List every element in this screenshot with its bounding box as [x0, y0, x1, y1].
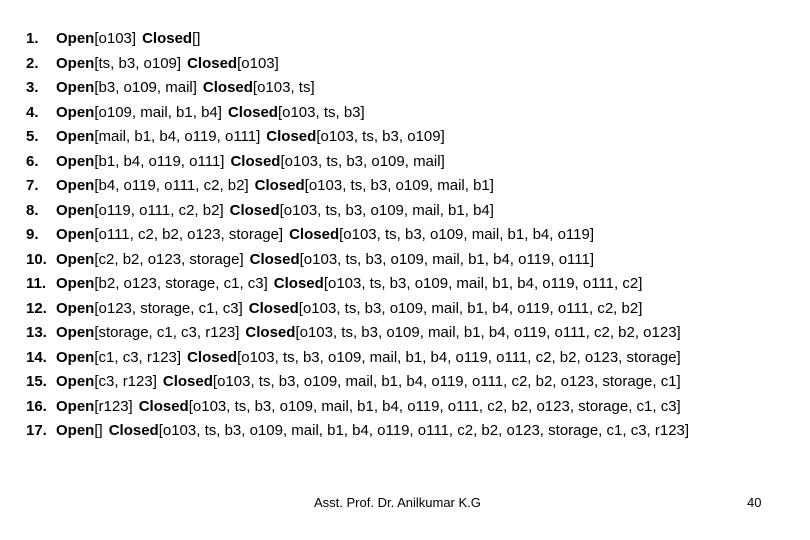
closed-list: [o103, ts, b3, o109, mail, b1, b4] [279, 201, 494, 219]
trace-step [26, 199, 689, 224]
trace-step [26, 248, 689, 273]
trace-step [26, 125, 689, 150]
closed-list: [o103, ts, b3, o109, mail, b1, b4, o119, o111, c2, b2, o123, storage, c1] [212, 373, 681, 390]
closed-keyword: Closed [202, 79, 253, 96]
trace-step [26, 27, 689, 52]
step-number: 16. [26, 397, 47, 415]
trace-step [26, 370, 689, 395]
search-trace-list [26, 27, 689, 444]
closed-keyword: Closed [227, 103, 278, 121]
step-number: 4. [26, 103, 39, 121]
closed-list: [o103, ts, b3, o109, mail, b1, b4, o119, o111] [299, 250, 595, 268]
closed-keyword: Closed [248, 299, 299, 317]
open-keyword: Open [56, 275, 95, 292]
step-number: 1. [26, 30, 39, 47]
step-number: 3. [26, 79, 39, 96]
trace-step [26, 76, 689, 101]
closed-keyword: Closed [142, 30, 193, 47]
open-list: [mail, b1, b4, o119, o111] [94, 128, 261, 145]
closed-keyword: Closed [254, 177, 305, 194]
step-number: 17. [26, 422, 47, 439]
open-list: [b1, b4, o119, o111] [94, 152, 225, 170]
trace-step [26, 223, 689, 248]
open-keyword: Open [56, 30, 95, 47]
closed-list: [o103, ts, b3, o109, mail, b1, b4, o119, o111, c2, b2, o123, storage] [237, 348, 681, 366]
closed-list: [o103, ts, b3, o109, mail, b1, b4, o119, o111, c2, b2, o123, storage, c1, c3] [188, 397, 681, 415]
open-list: [b2, o123, storage, c1, c3] [94, 275, 268, 292]
open-list: [b3, o109, mail] [94, 79, 197, 96]
trace-step [26, 52, 689, 77]
open-list: [c2, b2, o123, storage] [94, 250, 244, 268]
closed-list: [o103, ts, b3, o109, mail, b1, b4, o119, o111, c2] [323, 275, 643, 292]
closed-list: [o103] [237, 54, 279, 72]
open-list: [o103] [94, 30, 137, 47]
open-list: [r123] [94, 397, 133, 415]
closed-keyword: Closed [289, 226, 340, 243]
step-number: 15. [26, 373, 47, 390]
step-number: 11. [26, 275, 47, 292]
step-number: 12. [26, 299, 47, 317]
open-keyword: Open [56, 250, 95, 268]
open-keyword: Open [56, 128, 95, 145]
trace-step [26, 419, 689, 444]
open-list: [o109, mail, b1, b4] [94, 103, 222, 121]
footer-author: Asst. Prof. Dr. Anilkumar K.G [314, 495, 481, 510]
open-list: [ts, b3, o109] [94, 54, 182, 72]
step-number: 8. [26, 201, 39, 219]
closed-list: [o103, ts] [252, 79, 315, 96]
open-keyword: Open [56, 226, 95, 243]
open-keyword: Open [56, 397, 95, 415]
step-number: 9. [26, 226, 39, 243]
open-keyword: Open [56, 348, 95, 366]
closed-keyword: Closed [229, 201, 280, 219]
open-keyword: Open [56, 79, 95, 96]
open-keyword: Open [56, 152, 95, 170]
trace-step [26, 101, 689, 126]
trace-step [26, 346, 689, 371]
open-list: [storage, c1, c3, r123] [94, 324, 240, 341]
closed-list: [o103, ts, b3, o109, mail, b1, b4, o119, o111, c2, b2] [298, 299, 643, 317]
page-number: 40 [747, 495, 762, 510]
closed-keyword: Closed [273, 275, 324, 292]
step-number: 2. [26, 54, 39, 72]
closed-keyword: Closed [245, 324, 296, 341]
open-list: [b4, o119, o111, c2, b2] [94, 177, 249, 194]
trace-step [26, 174, 689, 199]
closed-list: [o103, ts, b3, o109, mail, b1] [304, 177, 494, 194]
step-number: 14. [26, 348, 47, 366]
open-list: [c1, c3, r123] [94, 348, 182, 366]
step-number: 5. [26, 128, 39, 145]
closed-list: [o103, ts, b3, o109, mail, b1, b4, o119, o111, c2, b2, o123] [295, 324, 681, 341]
open-keyword: Open [56, 54, 95, 72]
closed-list: [o103, ts, b3] [277, 103, 365, 121]
open-keyword: Open [56, 299, 95, 317]
trace-step [26, 150, 689, 175]
closed-keyword: Closed [187, 348, 238, 366]
closed-keyword: Closed [108, 422, 159, 439]
open-keyword: Open [56, 422, 95, 439]
closed-list: [o103, ts, b3, o109] [316, 128, 445, 145]
closed-keyword: Closed [138, 397, 189, 415]
open-keyword: Open [56, 373, 95, 390]
open-list: [o119, o111, c2, b2] [94, 201, 224, 219]
trace-step [26, 297, 689, 322]
open-list: [o123, storage, c1, c3] [94, 299, 243, 317]
open-keyword: Open [56, 201, 95, 219]
closed-keyword: Closed [187, 54, 238, 72]
open-list: [] [94, 422, 103, 439]
step-number: 10. [26, 250, 47, 268]
open-keyword: Open [56, 177, 95, 194]
closed-keyword: Closed [249, 250, 300, 268]
closed-list: [o103, ts, b3, o109, mail] [280, 152, 445, 170]
step-number: 13. [26, 324, 47, 341]
open-keyword: Open [56, 324, 95, 341]
open-keyword: Open [56, 103, 95, 121]
step-number: 6. [26, 152, 39, 170]
closed-keyword: Closed [266, 128, 317, 145]
closed-keyword: Closed [162, 373, 213, 390]
open-list: [c3, r123] [94, 373, 157, 390]
step-number: 7. [26, 177, 39, 194]
closed-list: [o103, ts, b3, o109, mail, b1, b4, o119, o111, c2, b2, o123, storage, c1, c3, r123] [158, 422, 690, 439]
closed-keyword: Closed [230, 152, 281, 170]
trace-step [26, 321, 689, 346]
closed-list: [] [192, 30, 201, 47]
trace-step [26, 395, 689, 420]
open-list: [o111, c2, b2, o123, storage] [94, 226, 284, 243]
trace-step [26, 272, 689, 297]
closed-list: [o103, ts, b3, o109, mail, b1, b4, o119] [339, 226, 595, 243]
